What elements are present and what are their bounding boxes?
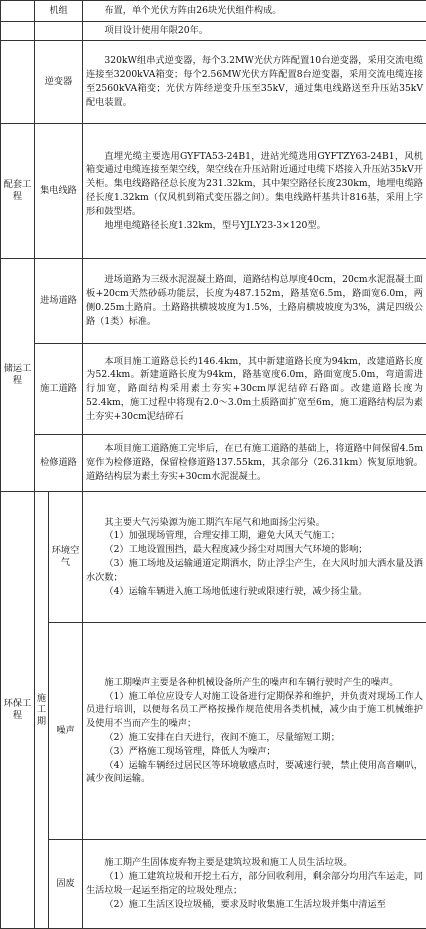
table-row xyxy=(1,22,426,41)
category-environmental-protection: 环保工程 xyxy=(1,492,35,929)
paragraph: （4）运输车辆进入施工场地低速行驶或限速行驶，减少扬尘量。 xyxy=(86,585,423,599)
paragraph: （2）工地设置围挡，最大程度减少扬尘对周围大气环境的影响； xyxy=(86,543,423,557)
table-row xyxy=(1,1,426,22)
row-text-construction-road: 本项目施工道路总长约146.4km，其中新建道路长度为94km，改建道路长度为52.4km。新建道路长度为94km，路基宽度6.0m，路面宽度5.0m，弯道需进行加宽，路面结构采用素土夯实+30cm厚泥结碎石路面。改建道路长度为52.4km，施工过程中将现有2.0～3.0m土质路面扩宽至6m，施工道路结构层为素土夯实+30cm泥结碎石 xyxy=(83,344,426,435)
paragraph: （1）施工建筑垃圾和开挖土石方，部分回收利用，剩余部分均用汽车运走，同生活垃圾一起运至指定的垃圾处理点； xyxy=(86,870,423,898)
table-row xyxy=(1,492,426,623)
table-row xyxy=(1,623,426,840)
row-text-access-road: 进场道路为三级水泥混凝土路面，道路结构总厚度40cm，20cm水泥混凝土面板+20cm天然砂砾功能层，长度为487.152m，路基宽6.5m，路面宽6.0m，两侧0.25m土路肩。土路路拱横坡坡度为1.5%，土路肩横坡坡度为3%，满足四级公路（1类）标准。 xyxy=(83,259,426,344)
paragraph: 施工期产生固体废弃物主要是建筑垃圾和施工人员生活垃圾。 xyxy=(86,856,423,870)
paragraph: （1）施工单位应设专人对施工设备进行定期保养和维护，并负责对现场工作人员进行培训，以便每名员工严格按操作规范使用各类机械，减少由于施工机械维护及使用不当而产生的噪声； xyxy=(86,690,423,731)
category-storage-transport: 储运工程 xyxy=(1,259,35,492)
paragraph: 施工期噪声主要是各种机械设备所产生的噪声和车辆行驶时产生的噪声。 xyxy=(86,676,423,690)
paragraph: 其主要大气污染源为施工期汽车尾气和地面扬尘污染。 xyxy=(86,516,423,530)
row-label-empty xyxy=(35,22,83,41)
row-label-collector-line: 集电线路 xyxy=(35,124,83,259)
row-text-module: 布置，单个光伏方阵由26块光伏组件构成。 xyxy=(83,1,426,22)
paragraph: （2）施工安排在白天进行，夜间不施工，尽量缩短工期； xyxy=(86,731,423,745)
row-text-inspection-road: 本项目施工道路施工完毕后，在已有施工道路的基础上，将道路中间保留4.5m宽作为检修道路，保留检修道路137.55km，其余部分（26.31km）恢复原地貌。道路结构层为素土夯实+30cm水泥混凝土。 xyxy=(83,435,426,492)
paragraph: 地埋电缆路径长度1.32km，型号YJLY23-3×120型。 xyxy=(86,219,423,233)
row-text-ambient-air xyxy=(83,492,426,623)
table-row xyxy=(1,344,426,435)
row-label-access-road: 进场道路 xyxy=(35,259,83,344)
category-cell xyxy=(1,41,35,124)
paragraph: （1）加强现场管理，合理安排工期，避免大风天气施工； xyxy=(86,529,423,543)
table-row xyxy=(1,840,426,929)
category-supporting-works: 配套工程 xyxy=(1,124,35,259)
paragraph: （3）严格施工现场管理，降低人为噪声； xyxy=(86,745,423,759)
paragraph: （2）施工生活区设垃圾桶，要求及时收集施工生活垃圾并集中清运至 xyxy=(86,898,423,912)
row-text-noise xyxy=(83,623,426,840)
row-label-noise: 噪声 xyxy=(49,623,83,840)
paragraph: （4）运输车辆经过居民区等环境敏感点时，要减速行驶，禁止使用高音喇叭，减少夜间运输。 xyxy=(86,759,423,787)
row-label-solid-waste: 固废 xyxy=(49,840,83,929)
row-label-ambient-air: 环境空气 xyxy=(49,492,83,623)
construction-period-label: 施工期 xyxy=(35,492,49,929)
table-row xyxy=(1,435,426,492)
table-row xyxy=(1,259,426,344)
table-row xyxy=(1,124,426,259)
category-cell xyxy=(1,1,35,22)
row-label-inspection-road: 检修道路 xyxy=(35,435,83,492)
paragraph: （3）施工场地及运输通道定期洒水，防止浮尘产生，在大风时加大洒水量及洒水次数； xyxy=(86,557,423,585)
row-text-inverter: 320kW组串式逆变器，每个3.2MW光伏方阵配置10台逆变器，采用交流电缆连接至3200kVA箱变；每个2.56MW光伏方阵配置8台逆变器，采用交流电缆连接至2560kVA箱变；光伏方阵经逆变升压至35kV，通过集电线路送至升压站35kV配电装置。 xyxy=(83,41,426,124)
row-label-inverter: 逆变器 xyxy=(35,41,83,124)
row-text-collector-line xyxy=(83,124,426,259)
table-row xyxy=(1,41,426,124)
paragraph: 直埋光缆主要选用GYFTA53-24B1，进站光缆选用GYFTZY63-24B1，风机箱变通过电缆连接至架空线，架空线在升压站附近通过电缆下塔接入升压站35kV开关柜。集电线路路径总长度为231.32km，其中架空路径长度230km，地埋电缆路径长度1.32km（仅风机到箱式变压器之间）。集电线路杆基共计816基，采用上字形和鼓型塔。 xyxy=(86,150,423,219)
row-text-solid-waste xyxy=(83,840,426,929)
row-text-design-life: 项目设计使用年限20年。 xyxy=(83,22,426,41)
category-cell xyxy=(1,22,35,41)
row-label-construction-road: 施工道路 xyxy=(35,344,83,435)
row-label-module: 机组 xyxy=(35,1,83,22)
